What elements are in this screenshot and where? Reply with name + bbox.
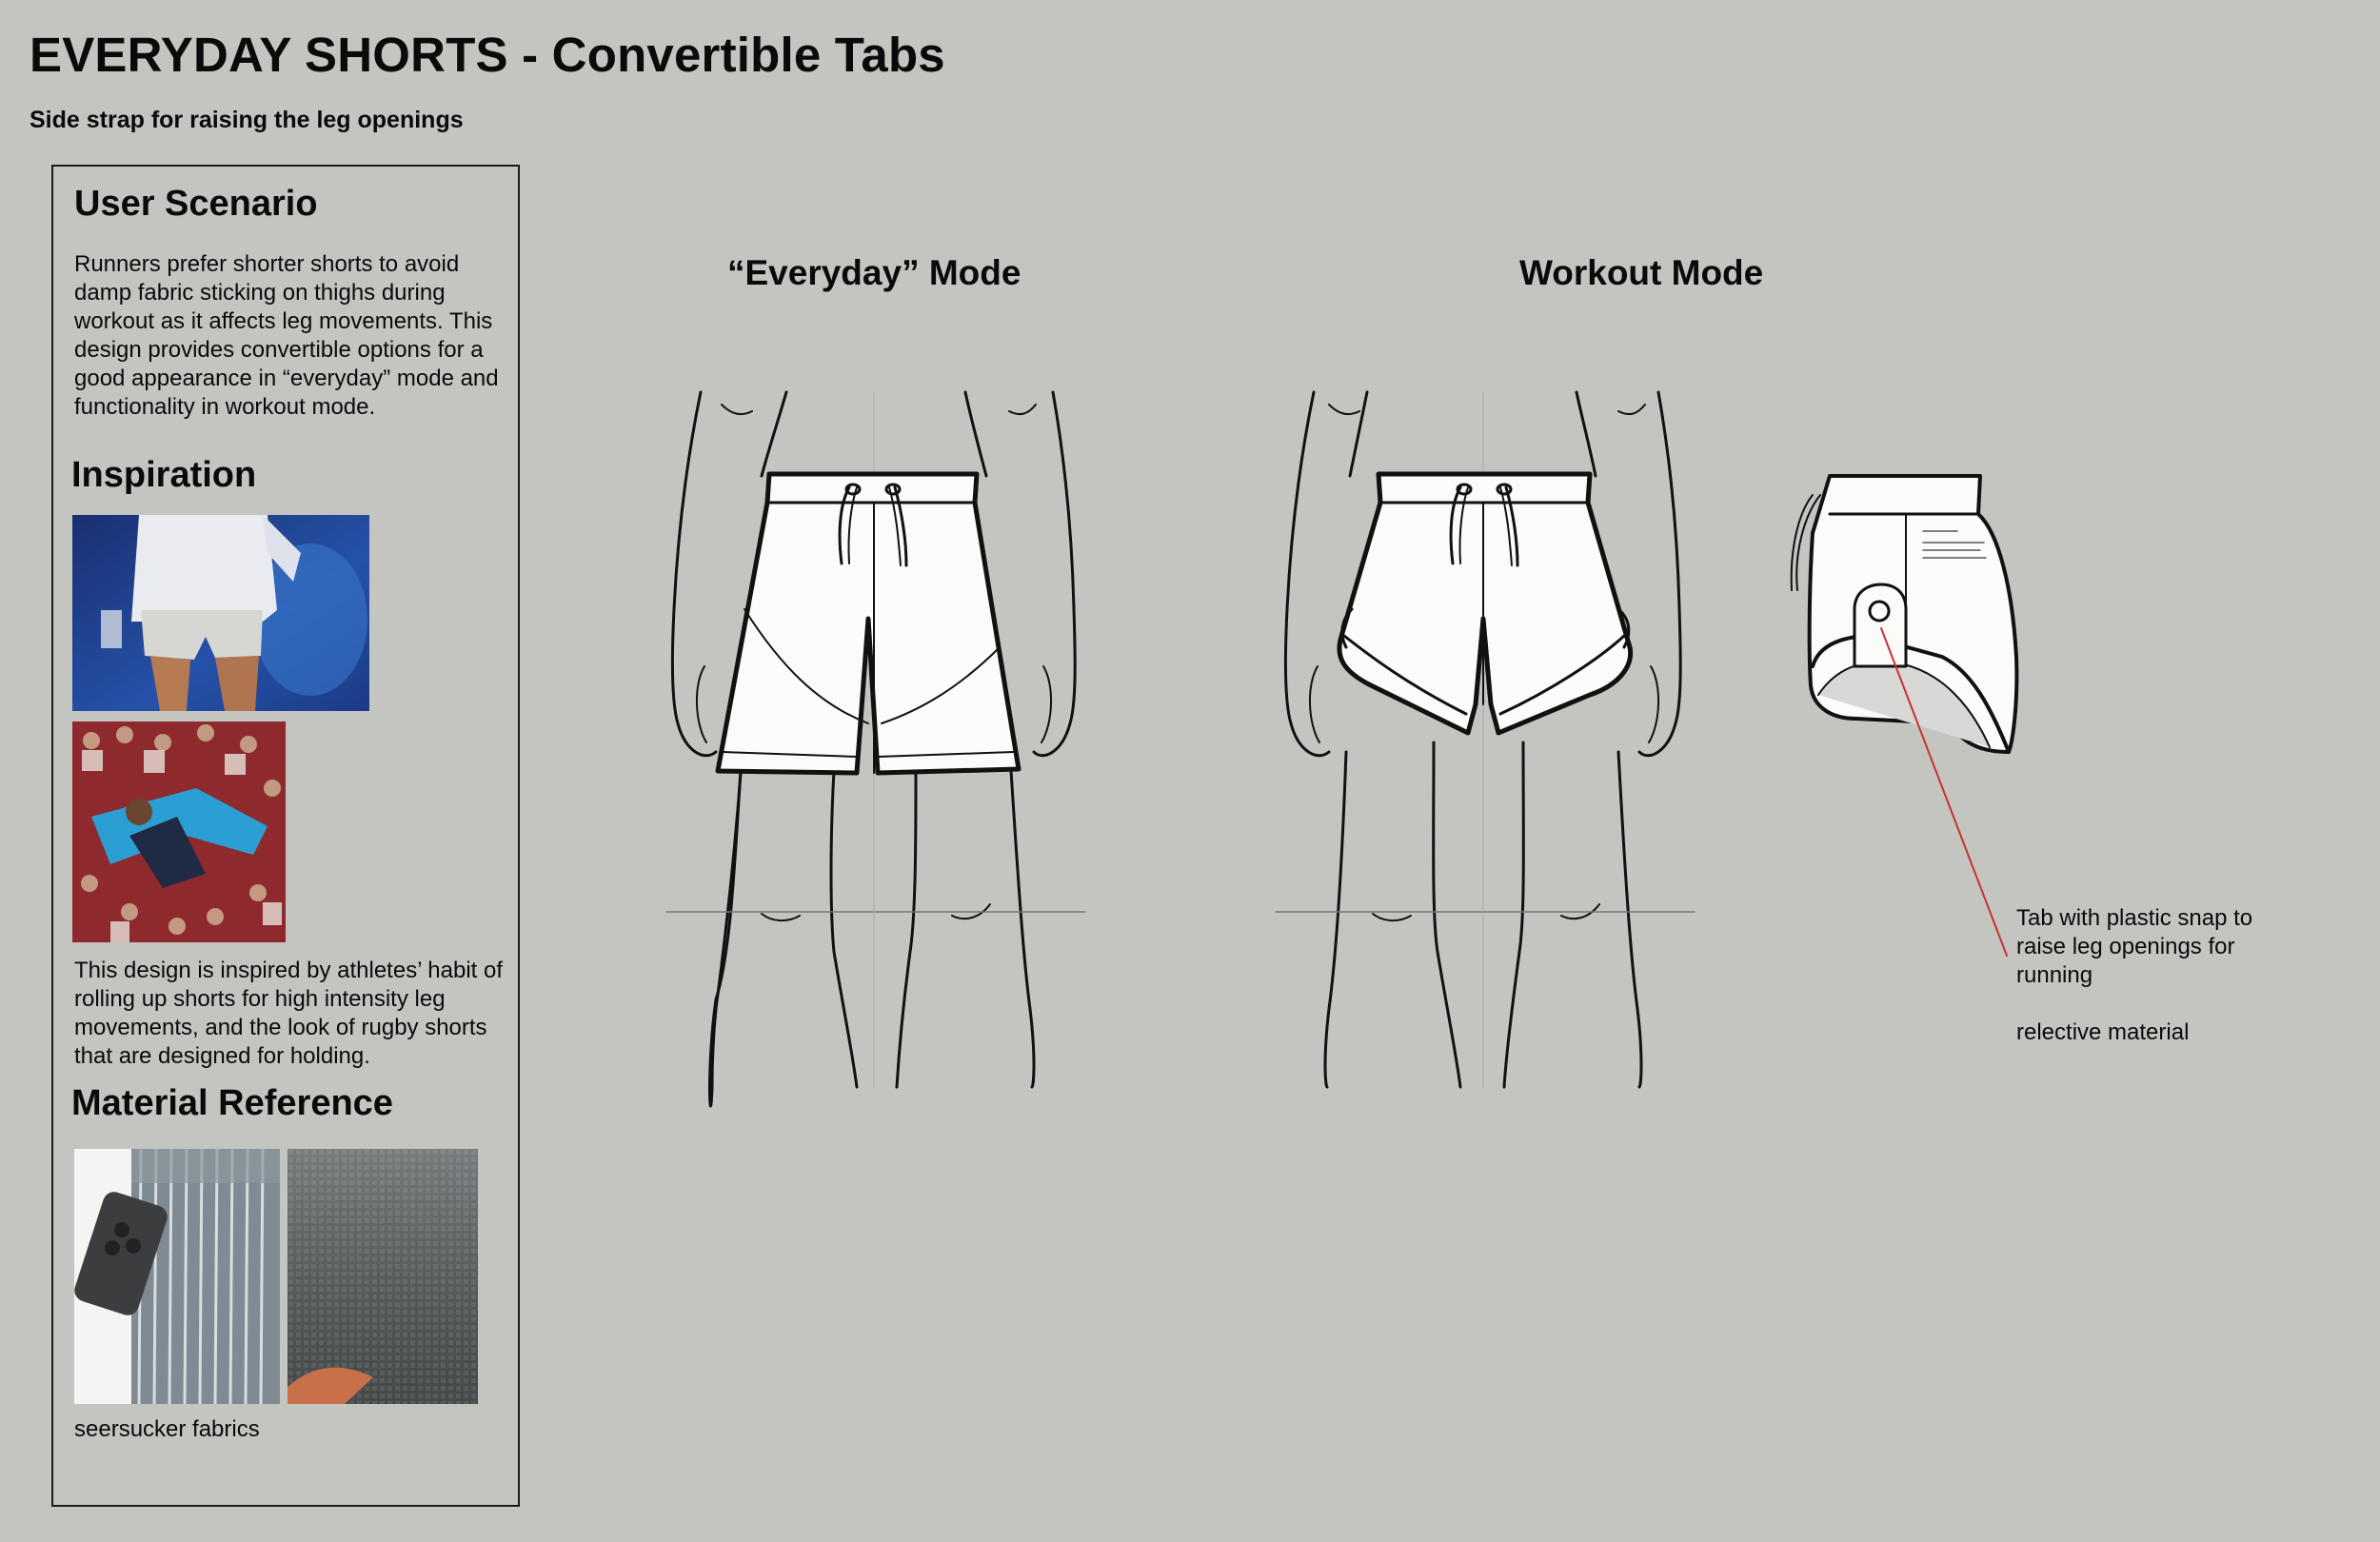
workout-mode-sketch xyxy=(1276,392,1695,1087)
page-subtitle: Side strap for raising the leg openings xyxy=(30,107,464,133)
material-caption: seersucker fabrics xyxy=(74,1416,260,1442)
inspiration-text: This design is inspired by athletes’ habit of rolling up shorts for high intensity leg movements, and the look of rugby shorts that are designed for holding. xyxy=(74,958,504,1069)
material-reference-heading: Material Reference xyxy=(71,1083,393,1123)
user-scenario-heading: User Scenario xyxy=(74,184,318,224)
tab-detail-sketch xyxy=(1792,476,2017,752)
user-scenario-text: Runners prefer shorter shorts to avoid damp fabric sticking on thighs during workout as it affects leg movements. This design provides convertible options for a good appearance in “everyday” mode and functionality in workout mode. xyxy=(74,251,499,420)
everyday-mode-heading: “Everyday” Mode xyxy=(727,253,1021,292)
workout-mode-heading: Workout Mode xyxy=(1519,253,1764,292)
tab-callout-text: Tab with plastic snap to raise leg openings for running xyxy=(2016,905,2253,988)
material-callout-text: relective material xyxy=(2016,1019,2190,1045)
inspiration-heading: Inspiration xyxy=(71,455,257,495)
everyday-mode-sketch xyxy=(666,392,1085,1106)
page-title: EVERYDAY SHORTS - Convertible Tabs xyxy=(30,28,945,82)
